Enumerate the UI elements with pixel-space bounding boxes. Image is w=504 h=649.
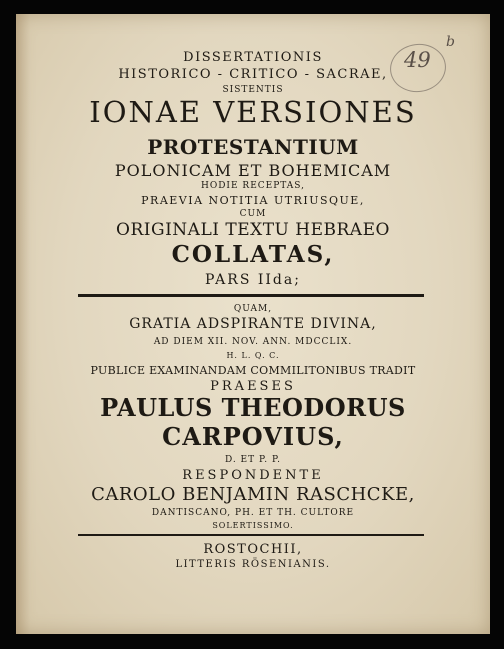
handwritten-number: 49 [404,48,431,72]
line-collatas: COLLATAS, [171,241,335,268]
line-carolo-benjamin: CAROLO BENJAMIN RASCHCKE, [91,484,415,505]
line-dantiscano: DANTISCANO, PH. ET TH. CULTORE [151,508,355,518]
line-respondente: RESPONDENTE [182,468,324,483]
line-rostochii: ROSTOCHII, [203,542,303,557]
line-cum: CUM [239,209,267,219]
line-solertissimo: SOLERTISSIMO. [212,521,294,530]
line-gratia: GRATIA ADSPIRANTE DIVINA, [129,316,377,332]
line-carpovius: CARPOVIUS, [162,422,344,451]
handwritten-superscript: b [446,34,455,50]
divider-bottom [78,534,424,536]
line-praeses: PRAESES [210,379,296,394]
line-publice: PUBLICE EXAMINANDAM COMMILITONIBUS TRADIT [90,364,416,377]
line-ad-diem: AD DIEM XII. NOV. ANN. MDCCLIX. [153,337,353,347]
line-dissertationis: DISSERTATIONIS [183,50,323,65]
line-hlqc: H. L. Q. C. [226,351,280,360]
line-paulus-theodorus: PAULUS THEODORUS [100,393,406,422]
line-praevia-notitia: PRAEVIA NOTITIA UTRIUSQUE, [141,194,365,207]
divider-top [78,294,424,297]
line-protestantium: PROTESTANTIUM [147,135,359,159]
line-ionae-versiones: IONAE VERSIONES [89,95,417,129]
line-quam: QUAM, [233,304,273,314]
line-d-et-pp: D. ET P. P. [224,455,282,465]
line-historico-critico: HISTORICO - CRITICO - SACRAE, [118,67,388,82]
line-litteris: LITTERIS RÖSENIANIS. [175,559,331,570]
line-hodie-receptas: HODIE RECEPTAS, [200,181,305,191]
line-originali-textu: ORIGINALI TEXTU HEBRAEO [116,220,390,240]
title-page [16,14,490,634]
line-sistentis: SISTENTIS [222,85,284,95]
line-pars: PARS IIda; [205,272,301,288]
line-polonicam: POLONICAM ET BOHEMICAM [114,161,392,180]
